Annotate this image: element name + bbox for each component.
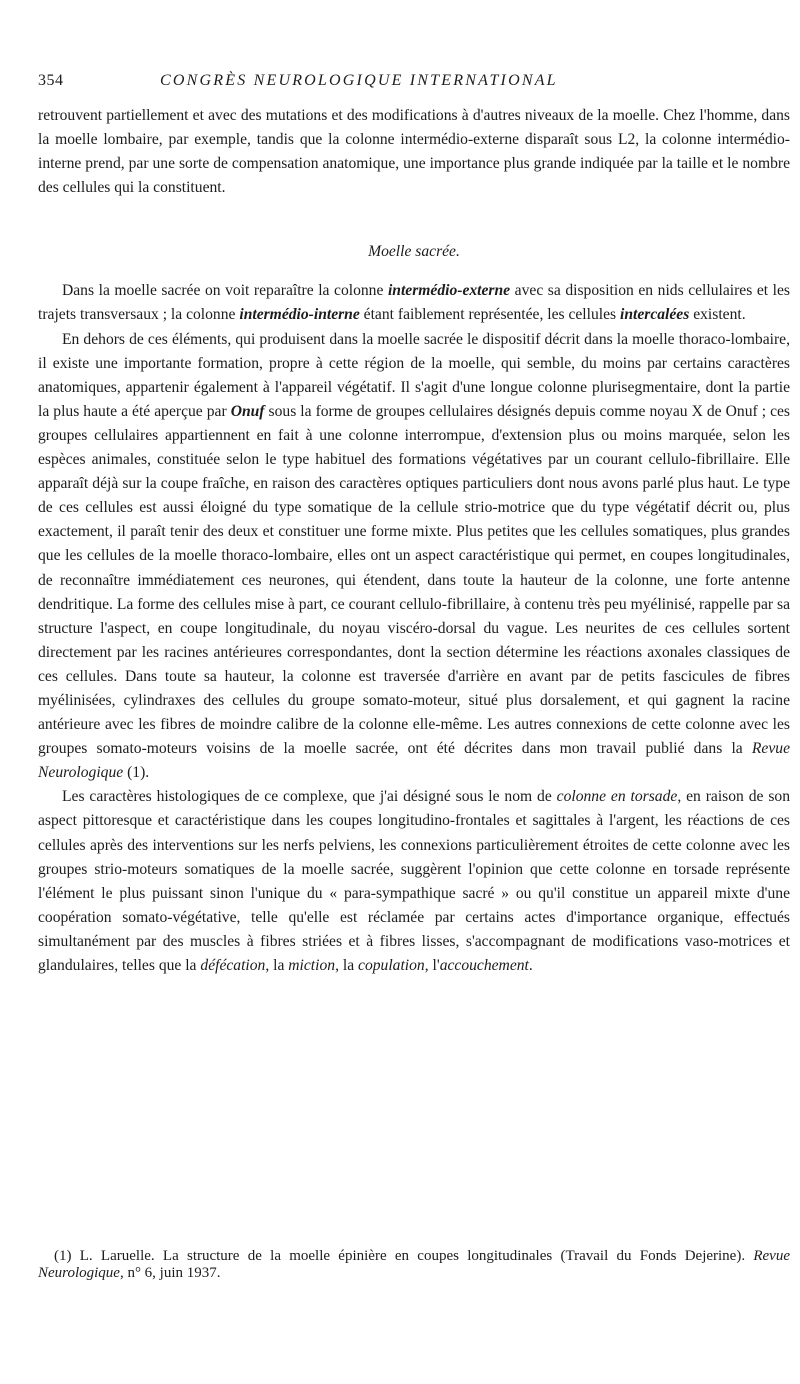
text-run: Les caractères histologiques de ce complexe, que j'ai désigné sous le nom de — [62, 788, 557, 806]
term-defecation: défécation — [200, 957, 266, 974]
page-number: 354 — [38, 72, 64, 89]
term-miction: miction — [288, 957, 336, 974]
journal-title: CONGRÈS NEUROLOGIQUE INTERNATIONAL — [160, 72, 558, 89]
term-intermedio-externe: intermédio-externe — [387, 282, 511, 300]
text-run: . — [528, 957, 533, 974]
text-run: étant faiblement représentée, les cellules — [359, 306, 620, 324]
text-run: , l' — [424, 957, 440, 974]
paragraph-onuf-column — [38, 328, 790, 786]
section-heading: Moelle sacrée. — [368, 243, 460, 261]
footnote — [38, 1248, 790, 1282]
text-run: Dans la moelle sacrée on voit reparaître la colonne — [62, 282, 388, 300]
term-copulation: copulation — [358, 957, 425, 974]
text-run: (1). — [123, 764, 150, 782]
text-run: , la — [335, 957, 359, 974]
text-run: sous la forme de groupes cellulaires désignés depuis comme noyau X de Onuf ; ces groupes cellulaires appartiennent en fait à une colonne interrompue, d'extension plus ou moins marquée, selon les espèces animales, constituée selon le type habituel des formations végétatives par un courant cellulo-fibrillaire. Elle apparaît déjà sur la coupe fraîche, en raison des caractères optiques particuliers dont nous avons parlé plus haut. Le type de ces cellules est aussi éloigné du type somatique de la cellule strio-motrice que du type végétatif décrit ou, plus exactement, il paraît tenir des deux et constituer une forme mixte. Plus petites que les cellules somatiques, plus grandes que les cellules de la moelle thoraco-lombaire, elles ont un aspect caractéristique qui permet, en coupes longitudinales, de reconnaître immédiatement ces neurones, qui étendent, dans toute la hauteur de la colonne, une forte antenne dendritique. La forme des cellules mise à part, ce courant cellulo-fibrillaire, à contenu très peu myélinisé, rappelle par sa structure l'aspect, en coupe longitudinale, du noyau viscéro-dorsal du vague. Les neurites de ces cellules sortent directement par les racines antérieures correspondantes, dont la section détermine les réactions axonales classiques de ces cellules. Dans toute sa hauteur, la colonne est traversée d'arrière en avant par de petits fascicules de fibres myélinisées, cylindraxes des cellules du groupe somato-moteur, situé plus dorsalement, et qui gagnent la racine antérieure avec les fibres de moindre calibre de la colonne elle-même. Les autres connexions de cette colonne avec les groupes somato-moteurs voisins de la moelle sacrée, ont été décrites dans mon travail publié dans la — [38, 402, 790, 758]
text-run: avec sa disposition en nids cellulaires et les trajets transversaux ; la colonne — [38, 282, 790, 324]
text-run: En dehors de ces éléments, qui produisent dans la moelle sacrée le dispositif décrit dans la moelle thoraco-lombaire, il existe une importante formation, propre à cette région de la moelle, qui semble, du moins par certains caractères anatomiques, appartenir également à l'appareil végétatif. Il s'agit d'une longue colonne plurisegmentaire, dont la partie la plus haute a été aperçue par — [38, 330, 790, 420]
text-run: existent. — [689, 306, 746, 324]
text-run: , en raison de son aspect pittoresque et caractéristique dans les coupes longitudino-frontales et sagittales à l'argent, les réactions de ces cellules après des interventions sur les nerfs pelviens, les connexions particulièrement étroites de cette colonne avec les groupes strio-moteurs somatiques de la moelle sacrée, suggèrent l'opinion que cette colonne en torsade représente l'élément le plus puissant sinon l'unique du « para-sympathique sacré » ou qu'il constitue un appareil mixte d'une coopération somato-végétative, telle qu'elle est réclamée par certains actes d'importance organique, effectués simultanément par des muscles à fibres striées et à fibres lisses, s'accompagnant de modifications vaso-motrices et glandulaires, telles que la — [38, 788, 790, 974]
term-colonne-en-torsade: colonne en torsade — [556, 788, 678, 806]
footnote-text — [38, 1248, 790, 1282]
term-intermedio-interne: intermédio-interne — [239, 306, 360, 324]
footnote-journal: Revue Neurologique — [38, 1248, 790, 1281]
term-intercalees: intercalées — [620, 306, 690, 324]
running-header — [38, 72, 790, 96]
text-run: , la — [265, 957, 289, 974]
body-text — [38, 104, 790, 978]
text-run: (1) L. Laruelle. La structure de la moelle épinière en coupes longitudinales (Travail du Fonds Dejerine). — [54, 1248, 754, 1264]
paragraph-sacral-columns — [38, 279, 790, 327]
term-onuf: Onuf — [230, 402, 265, 420]
text-run: , n° 6, juin 1937. — [119, 1265, 221, 1281]
citation-revue-neurologique: Revue Neurologique — [38, 740, 790, 782]
paragraph-colonne-en-torsade — [38, 785, 790, 978]
term-accouchement: accouchement — [439, 957, 529, 974]
paragraph-intro: retrouvent partiellement et avec des mutations et des modifications à d'autres niveaux de la moelle. Chez l'homme, dans la moelle lombaire, par exemple, tandis que la colonne intermédio-externe disparaît sous L2, la colonne intermédio-interne prend, par une sorte de compensation anatomique, une importance plus grande indiquée par la taille et le nombre des cellules qui la constituent. — [38, 107, 790, 197]
